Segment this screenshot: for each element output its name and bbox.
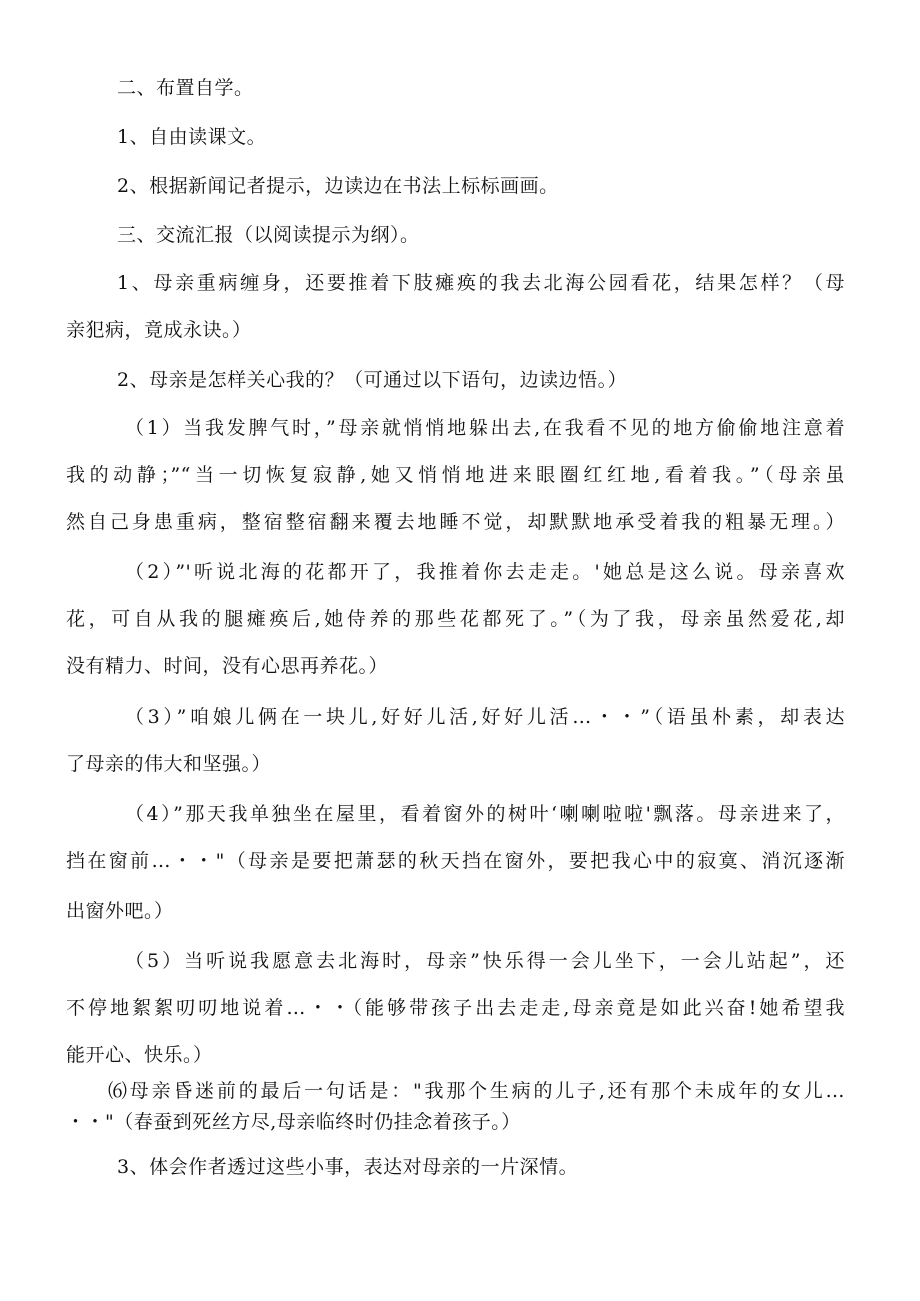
item-6-line-2: ・・"（春蚕到死丝方尽,母亲临终时仍挂念着孩子。） — [66, 1111, 521, 1133]
item-3-line-1: （3）”咱娘儿俩在一块儿,好好儿活,好好儿活…・・”（语虽朴素，却表达 — [125, 706, 845, 728]
step-read-text: 1、自由读课文。 — [117, 126, 267, 148]
item-4-line-3: 出窗外吧。） — [66, 900, 174, 922]
item-5-line-1: （5）当听说我愿意去北海时，母亲”快乐得一会儿坐下，一会儿站起”，还 — [125, 950, 845, 972]
item-1-line-1: （1）当我发脾气时，”母亲就悄悄地躲出去,在我看不见的地方偷偷地注意着 — [125, 417, 845, 439]
paragraph-1-line-1: 1、母亲重病缠身，还要推着下肢瘫痪的我去北海公园看花，结果怎样？（母 — [117, 272, 845, 294]
item-4-line-1: （4）”那天我单独坐在屋里，看着窗外的树叶‘喇喇啦啦'飘落。母亲进来了， — [125, 803, 845, 825]
item-5-line-2: 不停地絮絮叨叨地说着…・・（能够带孩子出去走走,母亲竟是如此兴奋!她希望我 — [66, 997, 845, 1019]
item-1-line-2: 我的动静；”“当一切恢复寂静,她又悄悄地进来眼圈红红地,看着我。”（母亲虽 — [66, 464, 845, 486]
item-4-line-2: 挡在窗前…・・"（母亲是要把萧瑟的秋天挡在窗外，要把我心中的寂寞、消沉逐渐 — [66, 850, 845, 872]
item-6-line-1: ⑹母亲昏迷前的最后一句话是："我那个生病的儿子,还有那个未成年的女儿… — [108, 1080, 845, 1102]
paragraph-2-line-1: 2、母亲是怎样关心我的？（可通过以下语句，边读边悟。） — [117, 369, 628, 391]
section-heading-2: 二、布置自学。 — [117, 77, 254, 99]
step-3-summary: 3、体会作者透过这些小事，表达对母亲的一片深情。 — [117, 1156, 579, 1178]
item-2-line-2: 花，可自从我的腿瘫痪后,她侍养的那些花都死了。”（为了我，母亲虽然爱花,却 — [66, 608, 845, 630]
item-2-line-1: （2）”'听说北海的花都开了，我推着你去走走。'她总是这么说。母亲喜欢 — [125, 561, 845, 583]
item-5-line-3: 能开心、快乐。） — [66, 1044, 213, 1066]
section-heading-3: 三、交流汇报（以阅读提示为纲）。 — [117, 224, 420, 246]
paragraph-1-line-2: 亲犯病，竟成永诀。） — [66, 319, 252, 341]
step-annotate: 2、根据新闻记者提示，边读边在书法上标标画画。 — [117, 175, 559, 197]
item-1-line-3: 然自己身患重病，整宿整宿翻来覆去地睡不觉，却默默地承受着我的粗暴无理。） — [66, 511, 845, 533]
item-3-line-2: 了母亲的伟大和坚强。） — [66, 753, 272, 775]
item-2-line-3: 没有精力、时间，没有心思再养花。） — [66, 655, 389, 677]
